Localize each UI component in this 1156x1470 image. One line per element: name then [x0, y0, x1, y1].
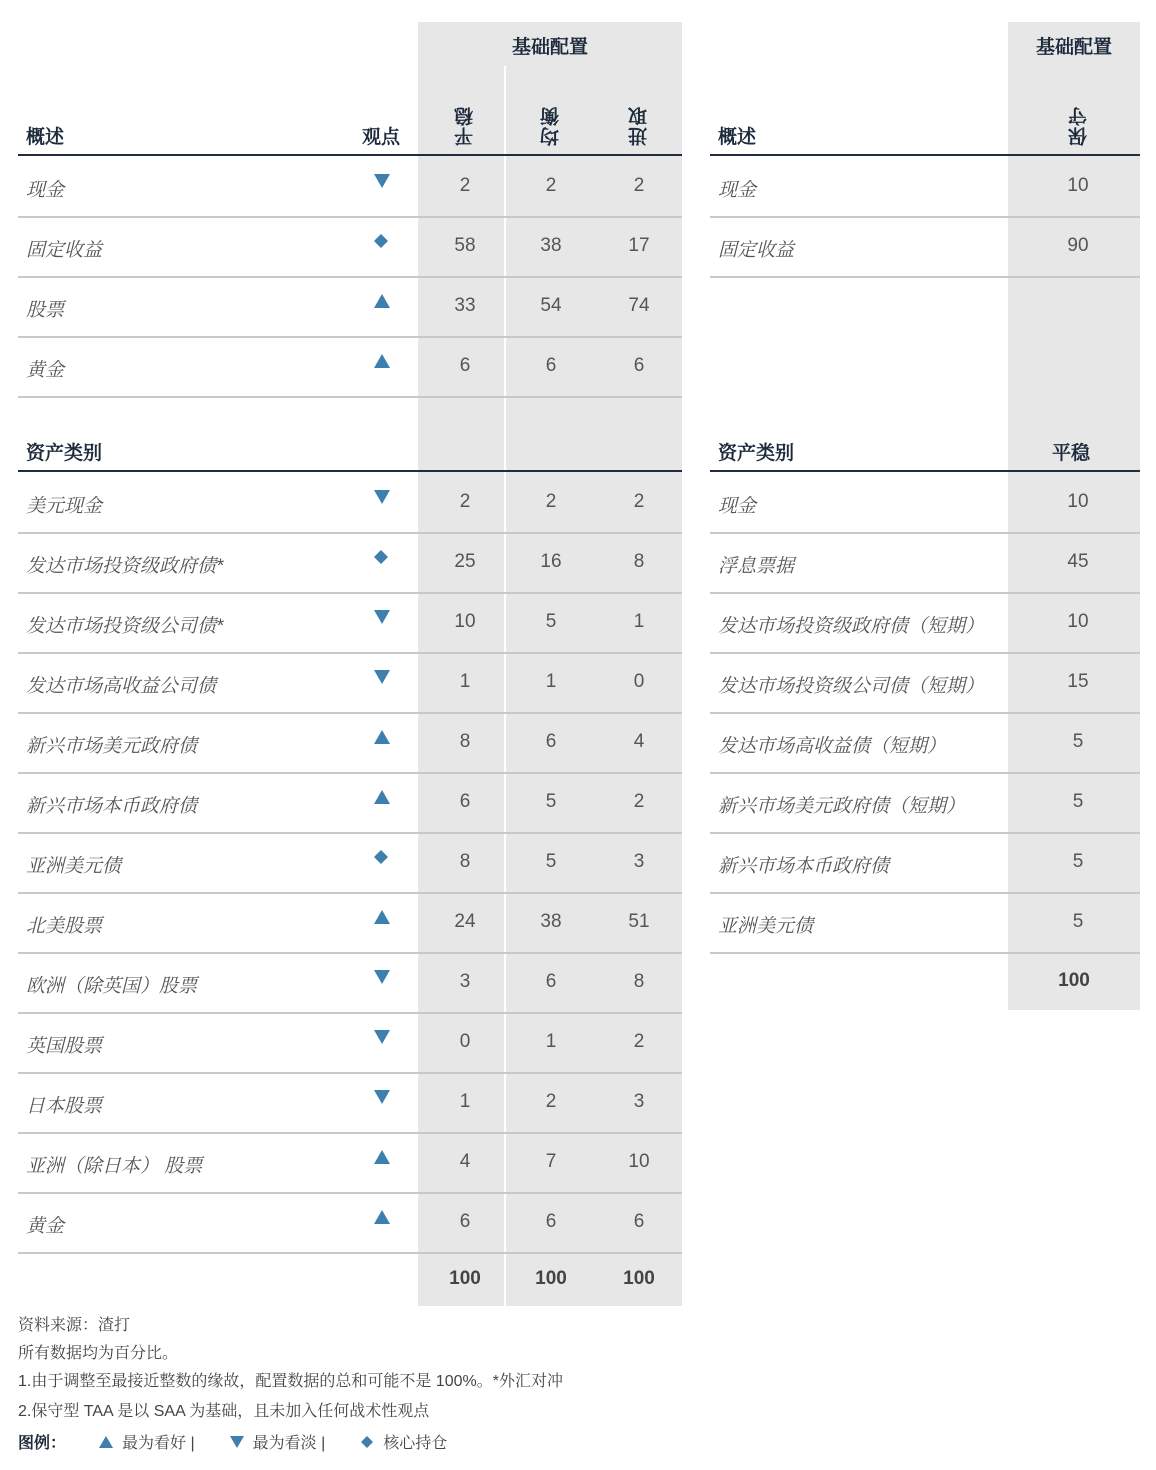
row-divider	[710, 712, 1140, 714]
row-label: 发达市场投资级政府债*	[26, 556, 224, 577]
left-allocation-shade	[418, 22, 682, 1306]
row-label: 浮息票据	[718, 556, 795, 577]
row-label: 欧洲（除英国）股票	[26, 976, 198, 997]
cell-value: 6	[545, 355, 557, 376]
cell-value: 10	[628, 1151, 650, 1172]
row-label: 发达市场高收益债（短期）	[718, 736, 947, 757]
cell-value: 7	[545, 1151, 557, 1172]
row-divider	[710, 892, 1140, 894]
triangle-up-icon	[373, 293, 393, 313]
row-divider	[18, 216, 682, 218]
row-label: 发达市场投资级公司债*	[26, 616, 224, 637]
cell-value: 0	[459, 1031, 471, 1052]
row-label: 亚洲美元债	[26, 856, 122, 877]
row-divider	[18, 772, 682, 774]
triangle-down-icon	[373, 489, 393, 509]
col-header-conservative-stable: 平稳	[455, 106, 476, 146]
triangle-up-icon	[98, 1435, 114, 1449]
note-conservative-taa: 2.保守型 TAA 是以 SAA 为基础，且未加入任何战术性观点	[18, 1403, 430, 1420]
row-divider	[18, 336, 682, 338]
right-total: 100	[1058, 970, 1090, 991]
cell-value: 10	[1067, 491, 1089, 512]
cell-value: 2	[633, 491, 645, 512]
row-label: 新兴市场美元政府债	[26, 736, 198, 757]
row-label: 股票	[26, 300, 65, 321]
cell-value: 6	[633, 1211, 645, 1232]
cell-value: 6	[459, 355, 471, 376]
row-divider	[710, 532, 1140, 534]
diamond-icon	[373, 549, 393, 569]
row-divider	[18, 712, 682, 714]
triangle-up-icon	[373, 789, 393, 809]
col-header-aggressive: 进取	[629, 106, 650, 146]
right-overview-label: 概述	[718, 127, 757, 148]
cell-value: 90	[1067, 235, 1089, 256]
triangle-up-icon	[373, 1209, 393, 1229]
left-asset-rule	[18, 470, 682, 472]
row-label: 黄金	[26, 1216, 65, 1237]
legend-bullish-text: 最为看好 |	[122, 1435, 195, 1452]
cell-value: 4	[459, 1151, 471, 1172]
row-label: 亚洲美元债	[718, 916, 814, 937]
cell-value: 1	[633, 611, 645, 632]
row-label: 新兴市场本币政府债	[718, 856, 890, 877]
row-divider	[710, 952, 1140, 954]
right-group-header: 基础配置	[1035, 37, 1112, 58]
cell-value: 10	[1067, 611, 1089, 632]
triangle-down-icon	[373, 969, 393, 989]
cell-value: 15	[1067, 671, 1089, 692]
row-label: 英国股票	[26, 1036, 103, 1057]
cell-value: 3	[459, 971, 471, 992]
triangle-down-icon	[373, 1089, 393, 1109]
cell-value: 38	[540, 235, 562, 256]
legend	[18, 1430, 481, 1453]
cell-value: 17	[628, 235, 650, 256]
row-divider	[18, 1072, 682, 1074]
cell-value: 5	[545, 791, 557, 812]
triangle-up-icon	[373, 1149, 393, 1169]
diamond-icon	[359, 1435, 375, 1449]
cell-value: 8	[633, 551, 645, 572]
legend-core-text: 核心持仓	[383, 1435, 448, 1452]
row-label: 美元现金	[26, 496, 103, 517]
cell-value: 2	[633, 791, 645, 812]
row-divider	[18, 652, 682, 654]
legend-bearish-text: 最为看淡 |	[252, 1435, 326, 1452]
cell-value: 5	[545, 611, 557, 632]
triangle-down-icon	[373, 669, 393, 689]
cell-value: 1	[459, 671, 471, 692]
right-asset-rule	[710, 470, 1140, 472]
cell-value: 1	[459, 1091, 471, 1112]
row-divider	[710, 772, 1140, 774]
row-divider	[18, 396, 682, 398]
cell-value: 6	[545, 731, 557, 752]
cell-value: 5	[1072, 911, 1084, 932]
row-divider	[710, 592, 1140, 594]
row-divider	[710, 832, 1140, 834]
col-header-balanced: 均衡	[541, 106, 562, 146]
right-header-rule	[710, 154, 1140, 156]
cell-value: 16	[540, 551, 562, 572]
row-label: 亚洲（除日本） 股票	[26, 1156, 203, 1177]
cell-value: 25	[454, 551, 476, 572]
cell-value: 6	[545, 971, 557, 992]
row-label: 固定收益	[26, 240, 103, 261]
cell-value: 54	[540, 295, 562, 316]
col-header-conservative: 保守	[1069, 106, 1090, 146]
cell-value: 1	[545, 1031, 557, 1052]
legend-core	[359, 1430, 447, 1453]
cell-value: 0	[633, 671, 645, 692]
legend-bearish	[229, 1430, 326, 1453]
left-view-label: 观点	[362, 127, 401, 148]
cell-value: 33	[454, 295, 476, 316]
row-divider	[18, 892, 682, 894]
right-asset-column: 平稳	[1052, 443, 1091, 464]
total-stable: 100	[449, 1268, 481, 1289]
cell-value: 6	[459, 1211, 471, 1232]
cell-value: 2	[459, 491, 471, 512]
row-divider	[18, 1252, 682, 1254]
cell-value: 1	[545, 671, 557, 692]
cell-value: 45	[1067, 551, 1089, 572]
triangle-down-icon	[229, 1435, 245, 1449]
row-label: 黄金	[26, 360, 65, 381]
note-percent: 所有数据均为百分比。	[18, 1345, 179, 1362]
legend-label: 图例：	[18, 1435, 67, 1452]
cell-value: 5	[1072, 731, 1084, 752]
row-label: 发达市场投资级公司债（短期）	[718, 676, 985, 697]
cell-value: 51	[628, 911, 650, 932]
note-source: 资料来源：渣打	[18, 1317, 131, 1334]
cell-value: 8	[633, 971, 645, 992]
cell-value: 10	[1067, 175, 1089, 196]
cell-value: 3	[633, 1091, 645, 1112]
row-divider	[18, 592, 682, 594]
triangle-down-icon	[373, 173, 393, 193]
triangle-up-icon	[373, 729, 393, 749]
row-divider	[18, 1192, 682, 1194]
row-label: 新兴市场美元政府债（短期）	[718, 796, 966, 817]
cell-value: 6	[633, 355, 645, 376]
total-aggressive: 100	[623, 1268, 655, 1289]
left-overview-label: 概述	[26, 127, 65, 148]
row-label: 现金	[718, 496, 757, 517]
triangle-down-icon	[373, 609, 393, 629]
triangle-up-icon	[373, 909, 393, 929]
row-divider	[18, 532, 682, 534]
row-divider	[710, 216, 1140, 218]
row-label: 北美股票	[26, 916, 103, 937]
cell-value: 4	[633, 731, 645, 752]
cell-value: 2	[545, 175, 557, 196]
cell-value: 2	[633, 175, 645, 196]
note-rounding: 1.由于调整至最接近整数的缘故，配置数据的总和可能不是 100%。*外汇对冲	[18, 1373, 563, 1390]
triangle-down-icon	[373, 1029, 393, 1049]
row-divider	[18, 1132, 682, 1134]
row-divider	[18, 276, 682, 278]
cell-value: 2	[545, 491, 557, 512]
row-label: 现金	[26, 180, 65, 201]
cell-value: 8	[459, 851, 471, 872]
row-label: 现金	[718, 180, 757, 201]
row-label: 日本股票	[26, 1096, 103, 1117]
row-label: 新兴市场本币政府债	[26, 796, 198, 817]
diamond-icon	[373, 233, 393, 253]
cell-value: 2	[459, 175, 471, 196]
row-divider	[18, 952, 682, 954]
row-label: 发达市场高收益公司债	[26, 676, 217, 697]
diamond-icon	[373, 849, 393, 869]
cell-value: 3	[633, 851, 645, 872]
cell-value: 2	[545, 1091, 557, 1112]
cell-value: 74	[628, 295, 650, 316]
cell-value: 58	[454, 235, 476, 256]
cell-value: 5	[1072, 851, 1084, 872]
cell-value: 38	[540, 911, 562, 932]
row-divider	[710, 652, 1140, 654]
cell-value: 5	[545, 851, 557, 872]
triangle-up-icon	[373, 353, 393, 373]
left-asset-label: 资产类别	[26, 443, 103, 464]
cell-value: 24	[454, 911, 476, 932]
cell-value: 8	[459, 731, 471, 752]
legend-bullish	[98, 1430, 195, 1453]
right-asset-label: 资产类别	[718, 443, 795, 464]
total-balanced: 100	[535, 1268, 567, 1289]
row-label: 发达市场投资级政府债（短期）	[718, 616, 985, 637]
cell-value: 5	[1072, 791, 1084, 812]
cell-value: 2	[633, 1031, 645, 1052]
row-divider	[710, 276, 1140, 278]
row-label: 固定收益	[718, 240, 795, 261]
cell-value: 10	[454, 611, 476, 632]
row-divider	[18, 832, 682, 834]
cell-value: 6	[545, 1211, 557, 1232]
left-header-rule	[18, 154, 682, 156]
row-divider	[18, 1012, 682, 1014]
left-group-header: 基础配置	[511, 37, 588, 58]
cell-value: 6	[459, 791, 471, 812]
